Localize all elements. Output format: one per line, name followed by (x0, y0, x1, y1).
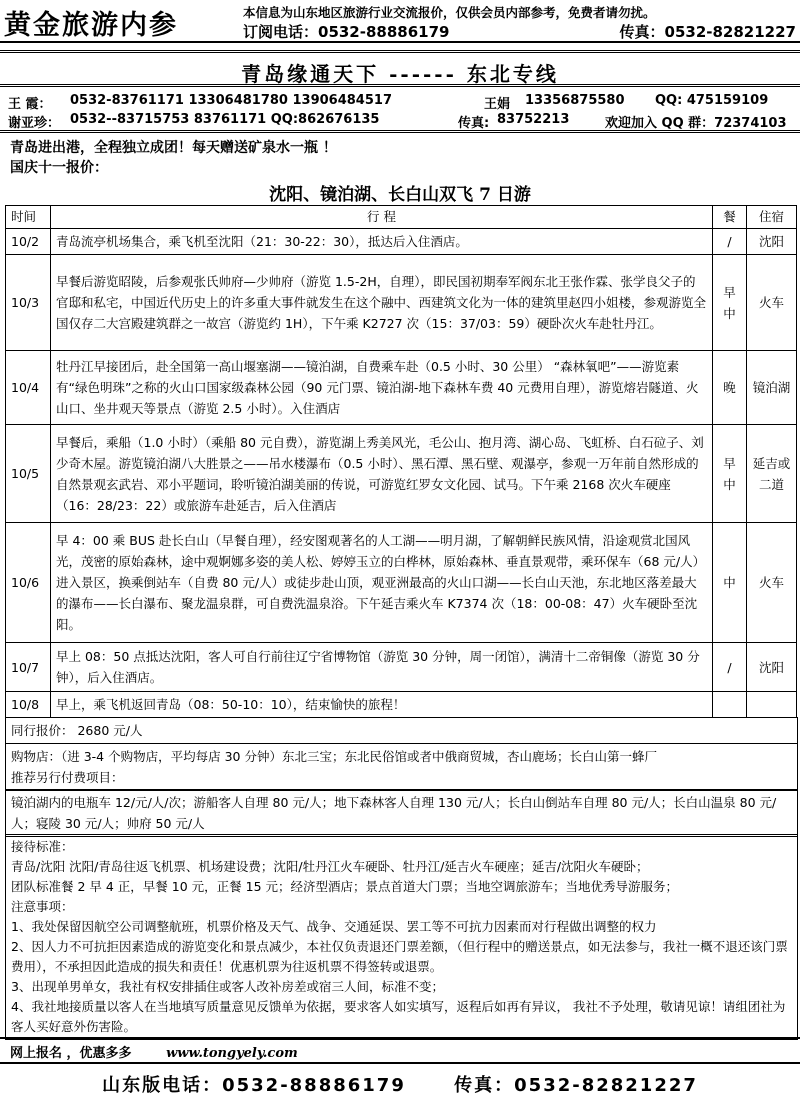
note-item: 3、出现单男单女，我社有权安排插住或客人改补房差或宿三人间，标准不变； (11, 979, 444, 994)
tour-title: 沈阳、镜泊湖、长白山双飞 7 日游 (269, 185, 531, 205)
contact-name-2: 王娟 (484, 97, 511, 112)
shopping-text: 购物店：（进 3-4 个购物店，平均每店 30 分钟）东北三宝；东北民俗馆或者中俄商贸城，杏山鹿场；长白山第一蜂厂 (11, 749, 657, 764)
row-hotel: 延吉或二道 (747, 425, 797, 523)
itinerary-table (5, 205, 797, 718)
row-text: 早餐后游览昭陵，后参观张氏帅府—少帅府（游览 1.5-2H，自理），即民国初期奉军阀东北王张作霖、张学良父子的官邸和私宅，中国近代历史上的许多重大事件就发生在这个融中、西建筑文化为一体的建筑里赵四小姐楼，参观游览全国仅存二大宫殿建筑群之一故宫（游览约 1H），下午乘 K2727 次（15：37/03：59）硬卧次火车赴牡丹江。 (51, 255, 713, 351)
row-meal: 晚 (713, 351, 747, 425)
table-row (6, 692, 797, 718)
contact-qq: QQ: 475159109 (655, 93, 769, 108)
table-row (6, 351, 797, 425)
row-text: 早 4：00 乘 BUS 赴长白山（早餐自理），经安图观著名的人工湖——明月湖，了解朝鲜民族风情，沿途观赏北国风光，茂密的原始森林，途中观婀娜多姿的美人松、婷婷玉立的白桦林，原始森林、垂直景观带，乘环保车（68 元/人）进入景区，换乘倒站车（自费 80 元/人）或徒步赴山顶，观亚洲最高的火山口湖——长白山天池，东北地区落差最大的瀑布——长白瀑布、聚龙温泉群，可自费洗温泉浴。下午延吉乘火车 K7374 次（18：00-08：47）火车硬卧至沈阳。 (51, 523, 713, 643)
row-hotel: 沈阳 (747, 229, 797, 255)
divider (0, 1037, 800, 1039)
row-meal: 早中 (713, 425, 747, 523)
masthead (0, 0, 800, 43)
row-text: 青岛流亭机场集合，乘飞机至沈阳（21：30-22：30），抵达后入住酒店。 (51, 229, 713, 255)
header-hotel: 住宿 (747, 206, 797, 229)
row-text: 早餐后，乘船（1.0 小时）（乘船 80 元自费），游览湖上秀美风光，毛公山、抱月湾、湖心岛、飞虹桥、白石砬子、刘少奇木屋。游览镜泊湖八大胜景之——吊水楼瀑布（0.5 小时）、黑石潭、黑石壁、观瀑亭，参观一万年前自然形成的自然景观玄武岩、邓小平题词，聆听镜泊湖美丽的传说，可游览红罗女文化园、试马。下午乘 2168 次火车硬座（16：28/23：22）或旅游车赴延吉，后入住酒店 (51, 425, 713, 523)
website-link[interactable]: www.tongyely.com (166, 1046, 298, 1061)
masthead-title: 黄金旅游内参 (4, 10, 178, 41)
notes-heading: 注意事项： (11, 899, 74, 914)
contact-name: 谢亚珍： (8, 116, 61, 131)
divider (0, 1062, 800, 1064)
contact-name: 王 霞： (8, 97, 52, 112)
footer-fax: 传真：0532-82821227 (454, 1075, 698, 1096)
table-row (6, 255, 797, 351)
peer-price: 同行报价： 2680 元/人 (5, 717, 798, 744)
row-text: 早上，乘飞机返回青岛（08：50-10：10），结束愉快的旅程！ (51, 692, 713, 718)
optional-text: 镜泊湖内的电瓶车 12/元/人/次；游船客人自理 80 元/人；地下森林客人自理 130 元/人；长白山倒站车自理 80 元/人；长白山温泉 80 元/人；寝陵 30 元/人；帅府 50 元/人 (11, 795, 777, 831)
divider (0, 130, 800, 133)
row-meal: / (713, 229, 747, 255)
footer-contact (0, 1071, 800, 1097)
row-date: 10/5 (6, 425, 51, 523)
row-hotel: 火车 (747, 255, 797, 351)
row-text: 牡丹江早接团后，赴全国第一高山堰塞湖——镜泊湖，自费乘车赴（0.5 小时、30 公里） “森林氧吧”——游览素有“绿色明珠”之称的火山口国家级森林公园（90 元门票、镜泊湖-地下森林车费 40 元费用自理），游览熔岩隧道、火山口、坐井观天等景点（游览 2.5 小时）。入住酒店 (51, 351, 713, 425)
contact-phones: 0532-83761171 13306481780 13906484517 (70, 93, 392, 108)
contact-phones-2: 13356875580 (525, 93, 625, 108)
shopping-section (5, 743, 798, 791)
row-hotel: 镜泊湖 (747, 351, 797, 425)
optional-section (5, 789, 798, 837)
row-hotel (747, 692, 797, 718)
row-text: 早上 08：50 点抵达沈阳，客人可自行前往辽宁省博物馆（游览 30 分钟，周一闭馆），满清十二帝铜像（游览 30 分钟），后入住酒店。 (51, 643, 713, 692)
header-meal: 餐 (713, 206, 747, 229)
masthead-notice: 本信息为山东地区旅游行业交流报价，仅供会员内部参考，免费者请勿扰。 (243, 5, 656, 20)
row-meal: 早中 (713, 255, 747, 351)
header-itinerary: 行 程 (51, 206, 713, 229)
table-row (6, 523, 797, 643)
divider (0, 50, 800, 53)
price-heading: 国庆十一报价： (10, 160, 108, 176)
header-time: 时间 (6, 206, 51, 229)
note-item: 1、我处保留因航空公司调整航班，机票价格及天气、战争、交通延误、罢工等不可抗力因素而对行程做出调整的权力 (11, 919, 657, 934)
row-date: 10/7 (6, 643, 51, 692)
row-date: 10/4 (6, 351, 51, 425)
standards-section (5, 834, 798, 1040)
optional-heading: 推荐另行付费项目： (11, 770, 124, 785)
note-item: 2、因人力不可抗拒因素造成的游览变化和景点减少，本社仅负责退还门票差额，（但行程中的赠送景点，如无法参与，我社一概不退还该门票费用），不承担因此造成的损失和责任！优惠机票为往返机票不得签转或退票。 (11, 939, 788, 974)
route-title: 青岛缘通天下 ------ 东北专线 (241, 62, 559, 86)
table-row (6, 229, 797, 255)
online-label: 网上报名 ，优惠多多 (10, 1046, 132, 1061)
slogan: 青岛进出港，全程独立成团！每天赠送矿泉水一瓶 ！ (10, 140, 337, 156)
booking-phone: 订阅电话：0532-88886179 (243, 23, 450, 41)
masthead-phones (243, 21, 796, 42)
contact-phones-2: 83752213 (497, 112, 570, 127)
row-meal: 中 (713, 523, 747, 643)
note-item: 4、我社地接质量以客人在当地填写质量意见反馈单为依据，要求客人如实填写，返程后如再有异议， 我社不予处理，敬请见谅！请组团社为客人买好意外伤害险。 (11, 999, 786, 1034)
standards-line: 团队标准餐 2 早 4 正，早餐 10 元，正餐 15 元；经济型酒店；景点首道大门票；当地空调旅游车；当地优秀导游服务； (11, 879, 679, 894)
online-signup (10, 1042, 298, 1061)
contact-qq: 欢迎加入 QQ 群：72374103 (605, 116, 787, 131)
standards-heading: 接待标准： (11, 839, 74, 854)
footer-phone: 山东版电话：0532-88886179 (102, 1075, 406, 1096)
table-row (6, 425, 797, 523)
row-meal: / (713, 643, 747, 692)
row-date: 10/3 (6, 255, 51, 351)
contact-name-2: 传真: (458, 116, 490, 131)
row-hotel: 沈阳 (747, 643, 797, 692)
row-date: 10/8 (6, 692, 51, 718)
row-date: 10/6 (6, 523, 51, 643)
row-meal (713, 692, 747, 718)
row-hotel: 火车 (747, 523, 797, 643)
table-row (6, 643, 797, 692)
row-date: 10/2 (6, 229, 51, 255)
divider (0, 84, 800, 87)
table-header (6, 206, 797, 229)
standards-line: 青岛/沈阳 沈阳/青岛往返飞机票、机场建设费；沈阳/牡丹江火车硬卧、牡丹江/延吉火车硬座；延吉/沈阳火车硬卧； (11, 859, 649, 874)
booking-fax: 传真：0532-82821227 (619, 23, 796, 41)
contact-phones: 0532--83715753 83761171 QQ:862676135 (70, 112, 380, 127)
